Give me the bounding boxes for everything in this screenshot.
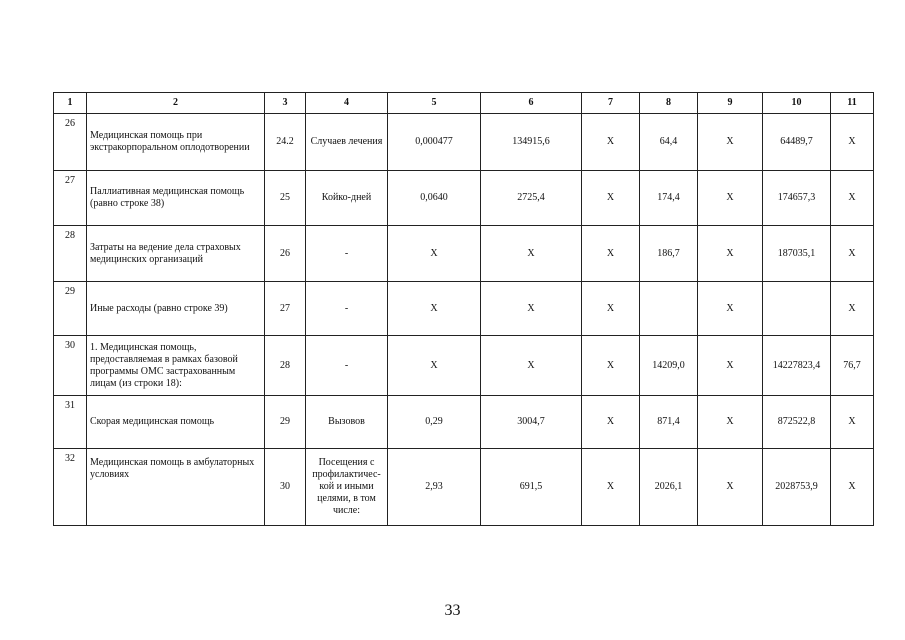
header-cell: 11: [831, 93, 874, 114]
data-table: [53, 92, 874, 526]
unit-of-measure: -: [306, 226, 388, 282]
table-row: [54, 282, 874, 336]
table-row: [54, 449, 874, 526]
line-code: 24.2: [265, 114, 306, 171]
table-cell: Х: [831, 226, 874, 282]
table-cell: Х: [481, 226, 582, 282]
table-cell: 691,5: [481, 449, 582, 526]
line-code: 25: [265, 171, 306, 226]
table-cell: 2725,4: [481, 171, 582, 226]
line-code: 30: [265, 449, 306, 526]
unit-of-measure: Вызовов: [306, 396, 388, 449]
header-cell: 10: [763, 93, 831, 114]
line-code: 28: [265, 336, 306, 396]
table-cell: Х: [582, 396, 640, 449]
row-number: 30: [54, 336, 87, 396]
unit-of-measure: Случаев лечения: [306, 114, 388, 171]
table-cell: Х: [698, 282, 763, 336]
header-row: [54, 93, 874, 114]
table-cell: Х: [698, 449, 763, 526]
unit-of-measure: Посещения с профилактичес-кой и иными целями, в том числе:: [306, 449, 388, 526]
table-cell: 872522,8: [763, 396, 831, 449]
table-cell: 64489,7: [763, 114, 831, 171]
table-cell: Х: [698, 226, 763, 282]
table-cell: Х: [698, 171, 763, 226]
table-cell: Х: [831, 171, 874, 226]
line-code: 29: [265, 396, 306, 449]
table-row: [54, 114, 874, 171]
header-cell: 9: [698, 93, 763, 114]
table-cell: Х: [388, 282, 481, 336]
table-cell: Х: [698, 396, 763, 449]
unit-of-measure: Койко-дней: [306, 171, 388, 226]
row-description: Медицинская помощь при экстракорпоральном оплодотворении: [87, 114, 265, 171]
unit-of-measure: -: [306, 336, 388, 396]
table-cell: 871,4: [640, 396, 698, 449]
table-cell: [763, 282, 831, 336]
table-row: [54, 396, 874, 449]
header-cell: 4: [306, 93, 388, 114]
table-cell: 2028753,9: [763, 449, 831, 526]
table-row: [54, 171, 874, 226]
table-cell: Х: [831, 114, 874, 171]
table-cell: Х: [388, 226, 481, 282]
table-cell: Х: [831, 282, 874, 336]
table-cell: 2026,1: [640, 449, 698, 526]
header-cell: 1: [54, 93, 87, 114]
table-cell: Х: [582, 282, 640, 336]
table-cell: 0,0640: [388, 171, 481, 226]
header-cell: 5: [388, 93, 481, 114]
table-cell: Х: [831, 449, 874, 526]
table-cell: Х: [582, 171, 640, 226]
row-description: Иные расходы (равно строке 39): [87, 282, 265, 336]
table-cell: 174,4: [640, 171, 698, 226]
table-cell: Х: [582, 336, 640, 396]
table-cell: 0,000477: [388, 114, 481, 171]
table-cell: 0,29: [388, 396, 481, 449]
row-number: 31: [54, 396, 87, 449]
table-cell: 186,7: [640, 226, 698, 282]
header-cell: 7: [582, 93, 640, 114]
row-number: 32: [54, 449, 87, 526]
row-description: Паллиативная медицинская помощь (равно строке 38): [87, 171, 265, 226]
table-cell: 64,4: [640, 114, 698, 171]
unit-of-measure: -: [306, 282, 388, 336]
table-cell: Х: [582, 114, 640, 171]
line-code: 26: [265, 226, 306, 282]
table-cell: Х: [481, 336, 582, 396]
table-row: [54, 226, 874, 282]
row-number: 27: [54, 171, 87, 226]
header-cell: 6: [481, 93, 582, 114]
header-cell: 8: [640, 93, 698, 114]
table-cell: 174657,3: [763, 171, 831, 226]
table-cell: Х: [698, 336, 763, 396]
row-description: Медицинская помощь в амбулаторных условиях: [87, 449, 265, 526]
table-row: [54, 336, 874, 396]
table-cell: [640, 282, 698, 336]
table-cell: 76,7: [831, 336, 874, 396]
table-cell: Х: [481, 282, 582, 336]
row-number: 26: [54, 114, 87, 171]
row-number: 28: [54, 226, 87, 282]
table-cell: Х: [582, 449, 640, 526]
row-number: 29: [54, 282, 87, 336]
table-cell: 3004,7: [481, 396, 582, 449]
table-cell: Х: [388, 336, 481, 396]
table-cell: 2,93: [388, 449, 481, 526]
table-cell: 14227823,4: [763, 336, 831, 396]
table-cell: 14209,0: [640, 336, 698, 396]
line-code: 27: [265, 282, 306, 336]
table-cell: Х: [582, 226, 640, 282]
table-cell: 134915,6: [481, 114, 582, 171]
page-number: 33: [444, 602, 461, 619]
table-cell: 187035,1: [763, 226, 831, 282]
header-cell: 3: [265, 93, 306, 114]
table-cell: Х: [831, 396, 874, 449]
header-cell: 2: [87, 93, 265, 114]
row-description: 1. Медицинская помощь, предоставляемая в рамках базовой программы ОМС застрахованным лицам (из строки 18):: [87, 336, 265, 396]
table-cell: Х: [698, 114, 763, 171]
row-description: Затраты на ведение дела страховых медицинских организаций: [87, 226, 265, 282]
row-description: Скорая медицинская помощь: [87, 396, 265, 449]
